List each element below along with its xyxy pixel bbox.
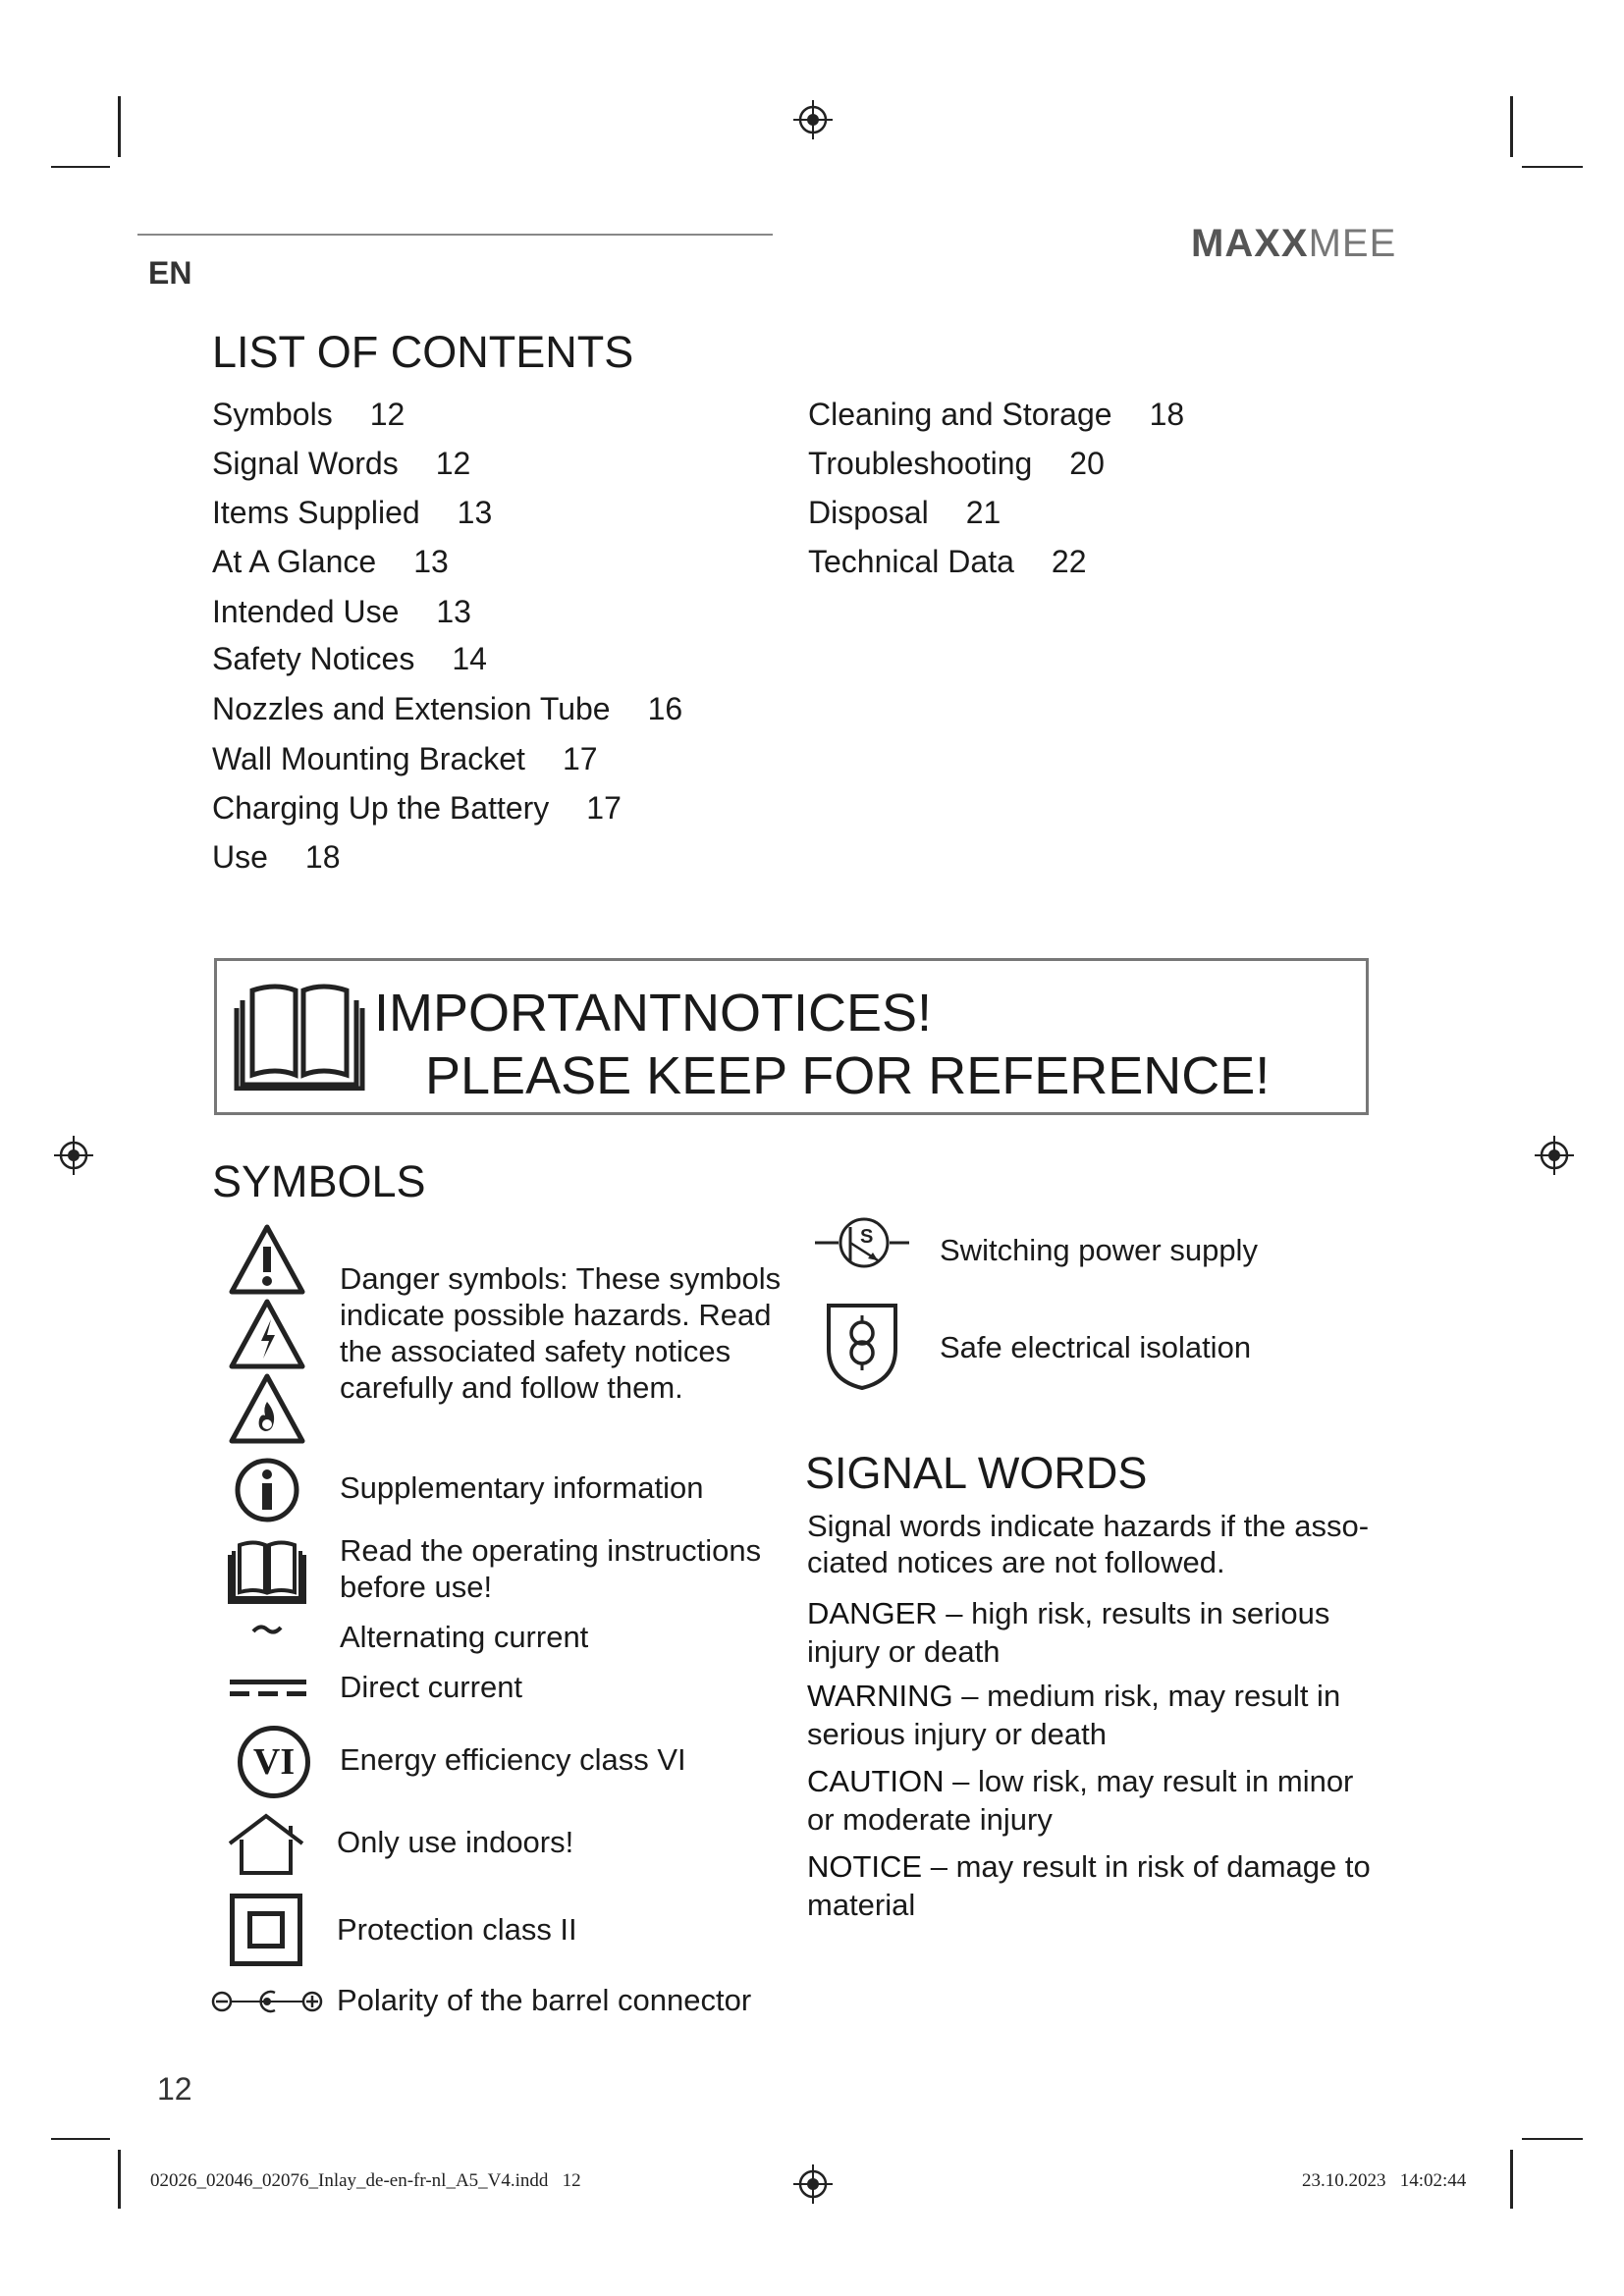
- toc-label: Wall Mounting Bracket: [212, 741, 525, 776]
- notice-line-2: PLEASE KEEP FOR REFERENCE!: [425, 1046, 1271, 1105]
- signal-word-warning: [807, 1677, 1377, 1753]
- read-instructions-text: [340, 1532, 761, 1605]
- toc-label: Intended Use: [212, 594, 400, 629]
- crop-mark: [1522, 166, 1583, 168]
- alternating-current-icon: [251, 1622, 283, 1637]
- danger-line: carefully and follow them.: [340, 1370, 683, 1405]
- signal-word: DANGER: [807, 1596, 938, 1630]
- toc-item[interactable]: [212, 689, 682, 728]
- registration-mark-icon: [793, 100, 833, 139]
- notice-line-1: IMPORTANTNOTICES!: [374, 984, 933, 1042]
- direct-current-label: Direct current: [340, 1670, 523, 1704]
- signal-word: CAUTION: [807, 1764, 945, 1798]
- crop-mark: [1510, 96, 1513, 157]
- read-instructions-book-icon: [228, 1537, 306, 1604]
- signal-word: WARNING: [807, 1679, 953, 1713]
- page-number: 12: [157, 2071, 192, 2107]
- toc-page: 21: [965, 495, 1001, 530]
- print-timestamp: 23.10.2023 14:02:44: [1302, 2170, 1467, 2191]
- toc-label: At A Glance: [212, 544, 377, 579]
- toc-page: 13: [413, 544, 449, 579]
- toc-item[interactable]: [212, 788, 622, 828]
- danger-symbols-text: [340, 1260, 781, 1406]
- toc-page: 18: [304, 839, 341, 875]
- toc-item[interactable]: [212, 542, 449, 581]
- brand-logo: [1191, 222, 1396, 266]
- toc-label: Symbols: [212, 397, 333, 432]
- header-rule: [137, 234, 773, 236]
- direct-current-icon: [230, 1678, 306, 1699]
- supplementary-info-label: Supplementary information: [340, 1470, 704, 1505]
- open-book-icon: [233, 977, 366, 1091]
- signal-word: NOTICE: [807, 1849, 923, 1884]
- important-notice-box: [214, 958, 1369, 1115]
- signal-words-title: SIGNAL WORDS: [805, 1448, 1148, 1498]
- toc-label: Troubleshooting: [808, 446, 1033, 481]
- symbols-title: SYMBOLS: [212, 1156, 426, 1206]
- crop-mark: [118, 96, 121, 157]
- signal-word-notice: [807, 1847, 1377, 1924]
- toc-label: Technical Data: [808, 544, 1014, 579]
- toc-item[interactable]: [212, 444, 470, 483]
- energy-efficiency-badge-icon: VI: [238, 1726, 310, 1798]
- toc-item[interactable]: [808, 542, 1086, 581]
- toc-item[interactable]: [212, 592, 471, 631]
- toc-item[interactable]: [212, 395, 405, 434]
- protection-class-label: Protection class II: [337, 1912, 577, 1947]
- safe-isolation-label: Safe electrical isolation: [940, 1330, 1252, 1364]
- toc-page: 22: [1051, 544, 1087, 579]
- danger-line: indicate possible hazards. Read: [340, 1298, 772, 1332]
- toc-page: 12: [435, 446, 471, 481]
- danger-line: the associated safety notices: [340, 1334, 731, 1368]
- switching-power-supply-label: Switching power supply: [940, 1233, 1258, 1267]
- switching-power-supply-icon: [811, 1213, 915, 1274]
- info-icon: [234, 1457, 300, 1523]
- toc-page: 20: [1069, 446, 1105, 481]
- signal-word-caution: [807, 1762, 1377, 1839]
- toc-item[interactable]: [808, 444, 1105, 483]
- protection-class-ii-icon: [230, 1894, 302, 1966]
- read-instructions-line: before use!: [340, 1570, 493, 1604]
- electric-hazard-icon: [228, 1298, 306, 1370]
- toc-label: Use: [212, 839, 268, 875]
- brand-logo-bold: MAXX: [1191, 222, 1309, 265]
- protection-class-inner-square: [247, 1911, 285, 1949]
- toc-label: Items Supplied: [212, 495, 420, 530]
- signal-intro-line: ciated notices are not followed.: [807, 1545, 1225, 1579]
- toc-page: 16: [647, 691, 683, 726]
- signal-word-description: – may result in risk of damage to material: [807, 1849, 1371, 1922]
- read-instructions-line: Read the operating instructions: [340, 1533, 762, 1568]
- contents-title: LIST OF CONTENTS: [212, 327, 634, 377]
- toc-label: Disposal: [808, 495, 929, 530]
- toc-item[interactable]: [212, 639, 487, 678]
- toc-label: Cleaning and Storage: [808, 397, 1112, 432]
- indoors-label: Only use indoors!: [337, 1825, 574, 1859]
- toc-item[interactable]: [808, 395, 1184, 434]
- switching-badge-text: S: [860, 1226, 874, 1248]
- danger-line: Danger symbols: These symbols: [340, 1261, 782, 1296]
- toc-label: Signal Words: [212, 446, 399, 481]
- crop-mark: [1522, 2138, 1583, 2140]
- fire-hazard-icon: [228, 1372, 306, 1445]
- brand-logo-light: MEE: [1308, 222, 1397, 265]
- safe-isolation-transformer-icon: [823, 1300, 901, 1392]
- toc-page: 12: [369, 397, 406, 432]
- registration-mark-icon: [1535, 1136, 1574, 1175]
- polarity-connector-icon: [210, 1987, 324, 2016]
- crop-mark: [51, 2138, 110, 2140]
- signal-intro-line: Signal words indicate hazards if the asso-: [807, 1509, 1370, 1543]
- registration-mark-icon: [793, 2164, 833, 2204]
- toc-item[interactable]: [808, 493, 1001, 532]
- print-file-slug: 02026_02046_02076_Inlay_de-en-fr-nl_A5_V4.indd 12: [150, 2170, 581, 2191]
- toc-page: 14: [452, 641, 487, 676]
- toc-page: 13: [436, 594, 471, 629]
- signal-words-intro: [807, 1508, 1369, 1580]
- polarity-label: Polarity of the barrel connector: [337, 1983, 752, 2017]
- signal-word-description: – medium risk, may result in serious injury or death: [807, 1679, 1341, 1751]
- crop-mark: [51, 166, 110, 168]
- signal-word-description: – high risk, results in serious injury or death: [807, 1596, 1330, 1669]
- toc-page: 17: [562, 741, 598, 776]
- toc-page: 17: [586, 790, 622, 826]
- toc-label: Nozzles and Extension Tube: [212, 691, 611, 726]
- toc-item[interactable]: [212, 837, 341, 877]
- energy-efficiency-label: Energy efficiency class VI: [340, 1742, 686, 1777]
- toc-page: 13: [457, 495, 493, 530]
- signal-word-danger: [807, 1594, 1377, 1671]
- toc-label: Charging Up the Battery: [212, 790, 550, 826]
- language-code: EN: [148, 255, 192, 291]
- registration-mark-icon: [54, 1136, 93, 1175]
- toc-item[interactable]: [212, 493, 492, 532]
- toc-page: 18: [1149, 397, 1185, 432]
- crop-mark: [1510, 2150, 1513, 2209]
- indoor-house-icon: [226, 1812, 308, 1875]
- toc-item[interactable]: [212, 739, 598, 778]
- warning-triangle-icon: [228, 1223, 306, 1296]
- signal-word-description: – low risk, may result in minor or moderate injury: [807, 1764, 1354, 1837]
- toc-label: Safety Notices: [212, 641, 415, 676]
- alternating-current-label: Alternating current: [340, 1620, 589, 1654]
- crop-mark: [118, 2150, 121, 2209]
